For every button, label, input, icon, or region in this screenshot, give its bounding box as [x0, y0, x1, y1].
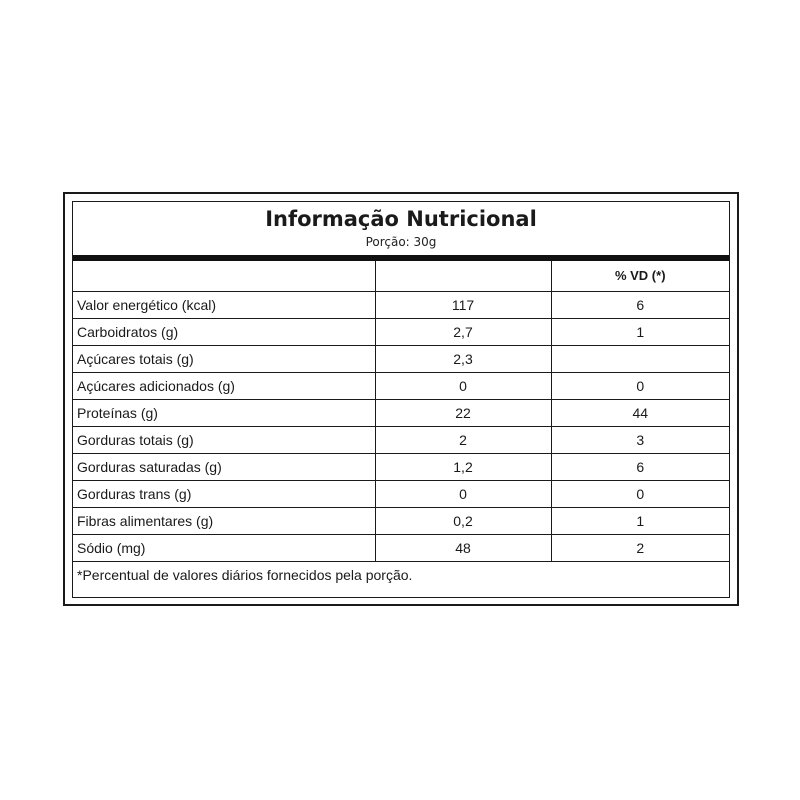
table-row — [73, 345, 729, 372]
nutrient-vd: 3 — [551, 426, 729, 453]
nutrient-vd: 0 — [551, 372, 729, 399]
nutrient-name: Gorduras trans (g) — [73, 480, 375, 507]
nutrient-vd: 6 — [551, 453, 729, 480]
nutrient-name: Açúcares adicionados (g) — [73, 372, 375, 399]
nutrition-table — [73, 261, 729, 589]
label-title: Informação Nutricional — [265, 207, 537, 231]
nutrient-vd: 0 — [551, 480, 729, 507]
nutrient-name: Carboidratos (g) — [73, 318, 375, 345]
nutrient-quantity: 0 — [375, 480, 551, 507]
nutrient-vd: 1 — [551, 507, 729, 534]
header-name — [73, 261, 375, 291]
nutrient-vd: 44 — [551, 399, 729, 426]
nutrient-vd: 6 — [551, 291, 729, 318]
nutrient-quantity: 117 — [375, 291, 551, 318]
nutrient-name: Açúcares totais (g) — [73, 345, 375, 372]
table-row — [73, 534, 729, 561]
nutrient-quantity: 0,2 — [375, 507, 551, 534]
label-header — [73, 202, 729, 257]
table-row — [73, 480, 729, 507]
nutrient-name: Sódio (mg) — [73, 534, 375, 561]
footnote: *Percentual de valores diários fornecidos pela porção. — [77, 567, 413, 584]
nutrient-quantity: 0 — [375, 372, 551, 399]
table-row — [73, 291, 729, 318]
nutrient-quantity: 2 — [375, 426, 551, 453]
table-row — [73, 399, 729, 426]
table-row — [73, 507, 729, 534]
nutrient-quantity: 2,3 — [375, 345, 551, 372]
table-row — [73, 372, 729, 399]
nutrient-quantity: 48 — [375, 534, 551, 561]
nutrient-name: Valor energético (kcal) — [73, 291, 375, 318]
table-row — [73, 318, 729, 345]
header-vd: % VD (*) — [551, 261, 729, 291]
footnote-row — [73, 561, 729, 589]
table-row — [73, 426, 729, 453]
nutrient-name: Gorduras totais (g) — [73, 426, 375, 453]
nutrition-label — [72, 201, 730, 598]
column-header-row — [73, 261, 729, 291]
nutrient-vd: 2 — [551, 534, 729, 561]
nutrient-quantity: 2,7 — [375, 318, 551, 345]
nutrient-name: Proteínas (g) — [73, 399, 375, 426]
table-row — [73, 453, 729, 480]
serving-size: Porção: 30g — [365, 235, 437, 249]
nutrient-quantity: 22 — [375, 399, 551, 426]
nutrient-vd — [551, 345, 729, 372]
header-quantity — [375, 261, 551, 291]
nutrient-name: Gorduras saturadas (g) — [73, 453, 375, 480]
nutrient-quantity: 1,2 — [375, 453, 551, 480]
nutrient-name: Fibras alimentares (g) — [73, 507, 375, 534]
nutrient-vd: 1 — [551, 318, 729, 345]
